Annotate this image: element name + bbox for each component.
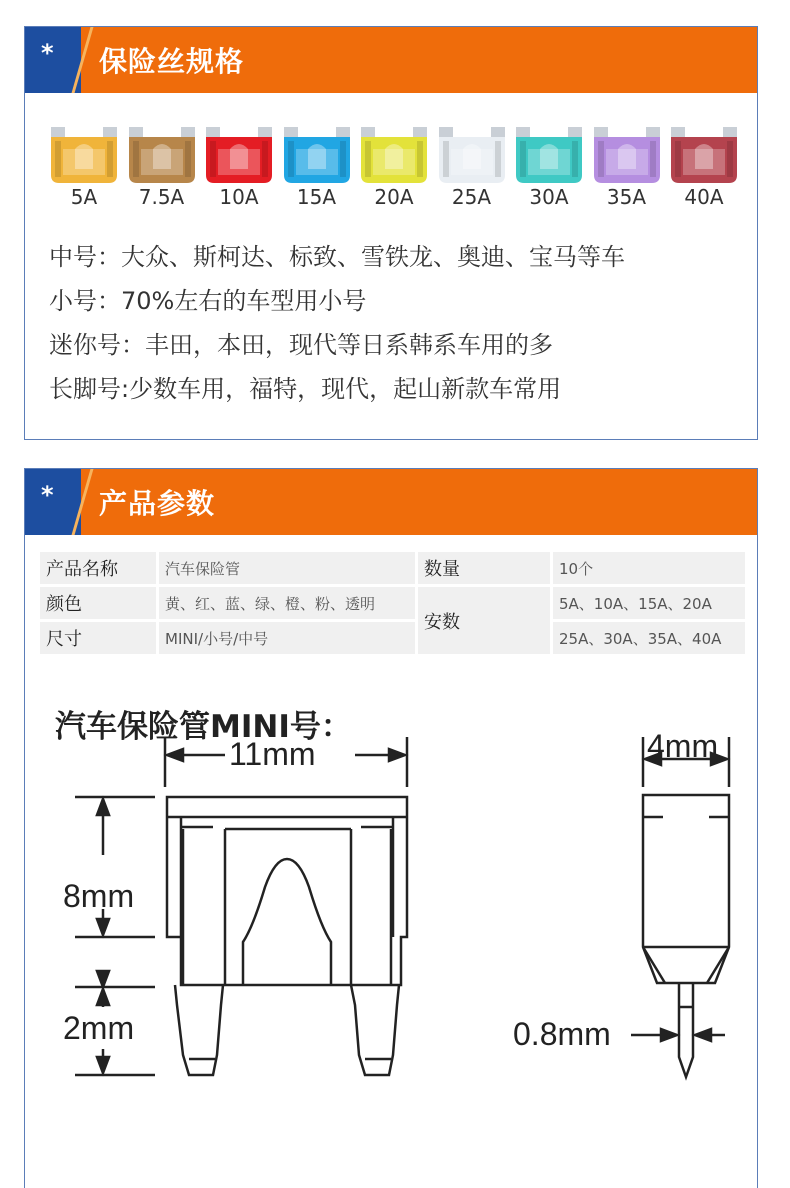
fuse-icon bbox=[127, 125, 197, 185]
fuse-item bbox=[204, 125, 274, 215]
table-key-name: 产品名称 bbox=[40, 552, 156, 584]
fuse-icon bbox=[359, 125, 429, 185]
drawing-title: 汽车保险管MINI号： bbox=[55, 709, 352, 745]
section-title: 产品参数 bbox=[99, 487, 216, 520]
fuse-spec-panel bbox=[24, 26, 758, 440]
fuse-icon bbox=[49, 125, 119, 185]
fuse-item bbox=[437, 125, 507, 215]
table-row bbox=[40, 622, 745, 654]
fuse-label: 30A bbox=[529, 185, 569, 209]
thickness-label-holder bbox=[625, 725, 745, 765]
table-val-size: MINI/小号/中号 bbox=[159, 622, 415, 654]
section-header bbox=[25, 27, 757, 93]
fuse-label: 40A bbox=[684, 185, 724, 209]
side-view bbox=[631, 737, 729, 1077]
fuse-icon bbox=[669, 125, 739, 185]
table-val-name: 汽车保险管 bbox=[159, 552, 415, 584]
fuse-row bbox=[49, 125, 739, 215]
fuse-icon bbox=[282, 125, 352, 185]
product-params-panel bbox=[24, 468, 758, 1188]
fuse-label: 7.5A bbox=[138, 185, 185, 209]
spec-table bbox=[37, 549, 748, 657]
table-val-amp-1: 5A、10A、15A、20A bbox=[553, 587, 745, 619]
section-title: 保险丝规格 bbox=[99, 45, 245, 78]
fuse-item bbox=[669, 125, 739, 215]
dim-leg: 2mm bbox=[63, 1010, 135, 1046]
fuse-icon bbox=[514, 125, 584, 185]
dim-height: 8mm bbox=[63, 878, 135, 914]
fuse-item bbox=[359, 125, 429, 215]
fuse-icon bbox=[437, 125, 507, 185]
fuse-icon bbox=[204, 125, 274, 185]
table-key-color: 颜色 bbox=[40, 587, 156, 619]
fuse-label: 5A bbox=[70, 185, 98, 209]
fuse-icon bbox=[592, 125, 662, 185]
table-val-qty: 10个 bbox=[553, 552, 745, 584]
fuse-item bbox=[514, 125, 584, 215]
dim-pin: 0.8mm bbox=[513, 1016, 611, 1052]
fuse-label: 15A bbox=[296, 185, 337, 209]
header-star: * bbox=[41, 481, 54, 509]
fuse-label: 20A bbox=[374, 185, 414, 209]
fuse-item bbox=[282, 125, 352, 215]
fuse-dimension-drawing bbox=[25, 737, 757, 1117]
desc-line-long: 长脚号:少数车用，福特，现代，起山新款车常用 bbox=[49, 375, 562, 403]
fuse-item bbox=[49, 125, 119, 215]
fuse-item bbox=[127, 125, 197, 215]
table-key-amp: 安数 bbox=[418, 587, 550, 654]
dim-width: 11mm bbox=[229, 737, 316, 772]
table-row bbox=[40, 552, 745, 584]
section-header bbox=[25, 469, 757, 535]
desc-line-small: 小号：70%左右的车型用小号 bbox=[49, 287, 367, 315]
table-key-size: 尺寸 bbox=[40, 622, 156, 654]
fuse-label: 10A bbox=[219, 185, 259, 209]
table-key-qty: 数量 bbox=[418, 552, 550, 584]
table-row bbox=[40, 587, 745, 619]
dim-thickness-label: 4mm bbox=[647, 728, 719, 764]
desc-line-mini: 迷你号：丰田，本田，现代等日系韩系车用的多 bbox=[49, 331, 553, 359]
desc-line-medium: 中号：大众、斯柯达、标致、雪铁龙、奥迪、宝马等车 bbox=[49, 243, 625, 271]
fuse-item bbox=[592, 125, 662, 215]
fuse-label: 25A bbox=[451, 185, 492, 209]
table-val-amp-2: 25A、30A、35A、40A bbox=[553, 622, 745, 654]
table-val-color: 黄、红、蓝、绿、橙、粉、透明 bbox=[159, 587, 415, 619]
fuse-label: 35A bbox=[606, 185, 647, 209]
header-star: * bbox=[41, 39, 54, 67]
